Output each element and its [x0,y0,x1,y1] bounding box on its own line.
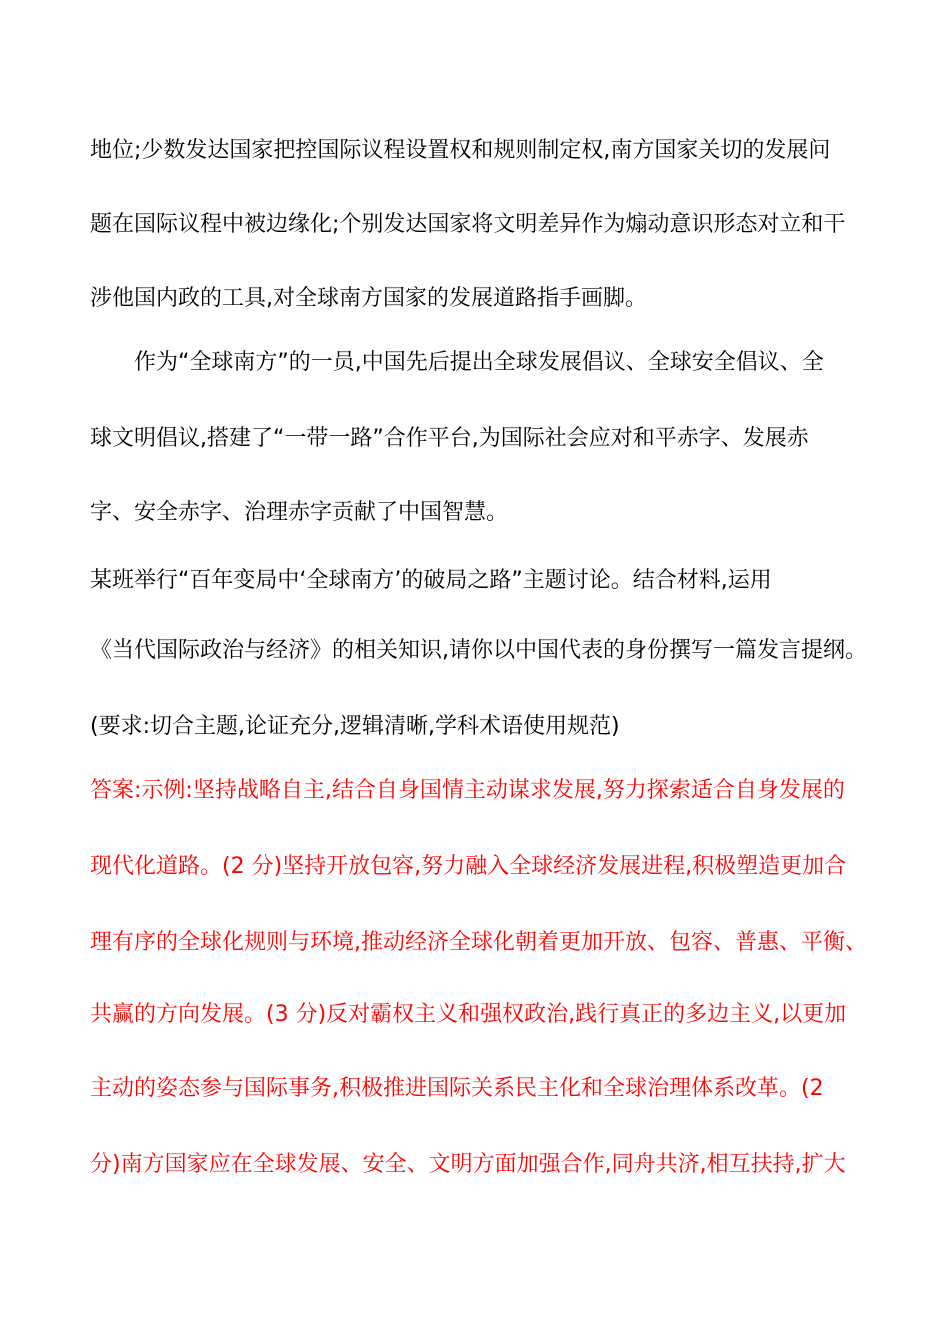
answer-line: 共赢的方向发展。(3 分)反对霸权主义和强权政治,践行真正的多边主义,以更加 [90,1002,847,1027]
material-line: 字、安全赤字、治理赤字贡献了中国智慧。 [90,500,509,525]
answer-line: 现代化道路。(2 分)坚持开放包容,努力融入全球经济发展进程,积极塑造更加合 [90,854,847,879]
answer-line: 理有序的全球化规则与环境,推动经济全球化朝着更加开放、包容、普惠、平衡、 [90,930,867,955]
answer-line: 分)南方国家应在全球发展、安全、文明方面加强合作,同舟共济,相互扶持,扩大 [90,1152,846,1177]
material-line: 题在国际议程中被边缘化;个别发达国家将文明差异作为煽动意识形态对立和干 [90,212,846,237]
material-line: 作为“全球南方”的一员,中国先后提出全球发展倡议、全球安全倡议、全 [134,350,824,375]
material-line: 球文明倡议,搭建了“一带一路”合作平台,为国际社会应对和平赤字、发展赤 [90,426,809,451]
question-line: 某班举行“百年变局中‘全球南方’的破局之路”主题讨论。结合材料,运用 [90,568,772,593]
answer-line: 主动的姿态参与国际事务,积极推进国际关系民主化和全球治理体系改革。(2 [90,1076,824,1101]
answer-line: 答案:示例:坚持战略自主,结合自身国情主动谋求发展,努力探索适合自身发展的 [90,778,845,803]
question-line: 《当代国际政治与经济》的相关知识,请你以中国代表的身份撰写一篇发言提纲。 [90,638,867,663]
material-line: 地位;少数发达国家把控国际议程设置权和规则制定权,南方国家关切的发展问 [90,138,831,163]
question-requirement: (要求:切合主题,论证充分,逻辑清晰,学科术语使用规范) [90,714,620,739]
material-line: 涉他国内政的工具,对全球南方国家的发展道路指手画脚。 [90,286,647,311]
